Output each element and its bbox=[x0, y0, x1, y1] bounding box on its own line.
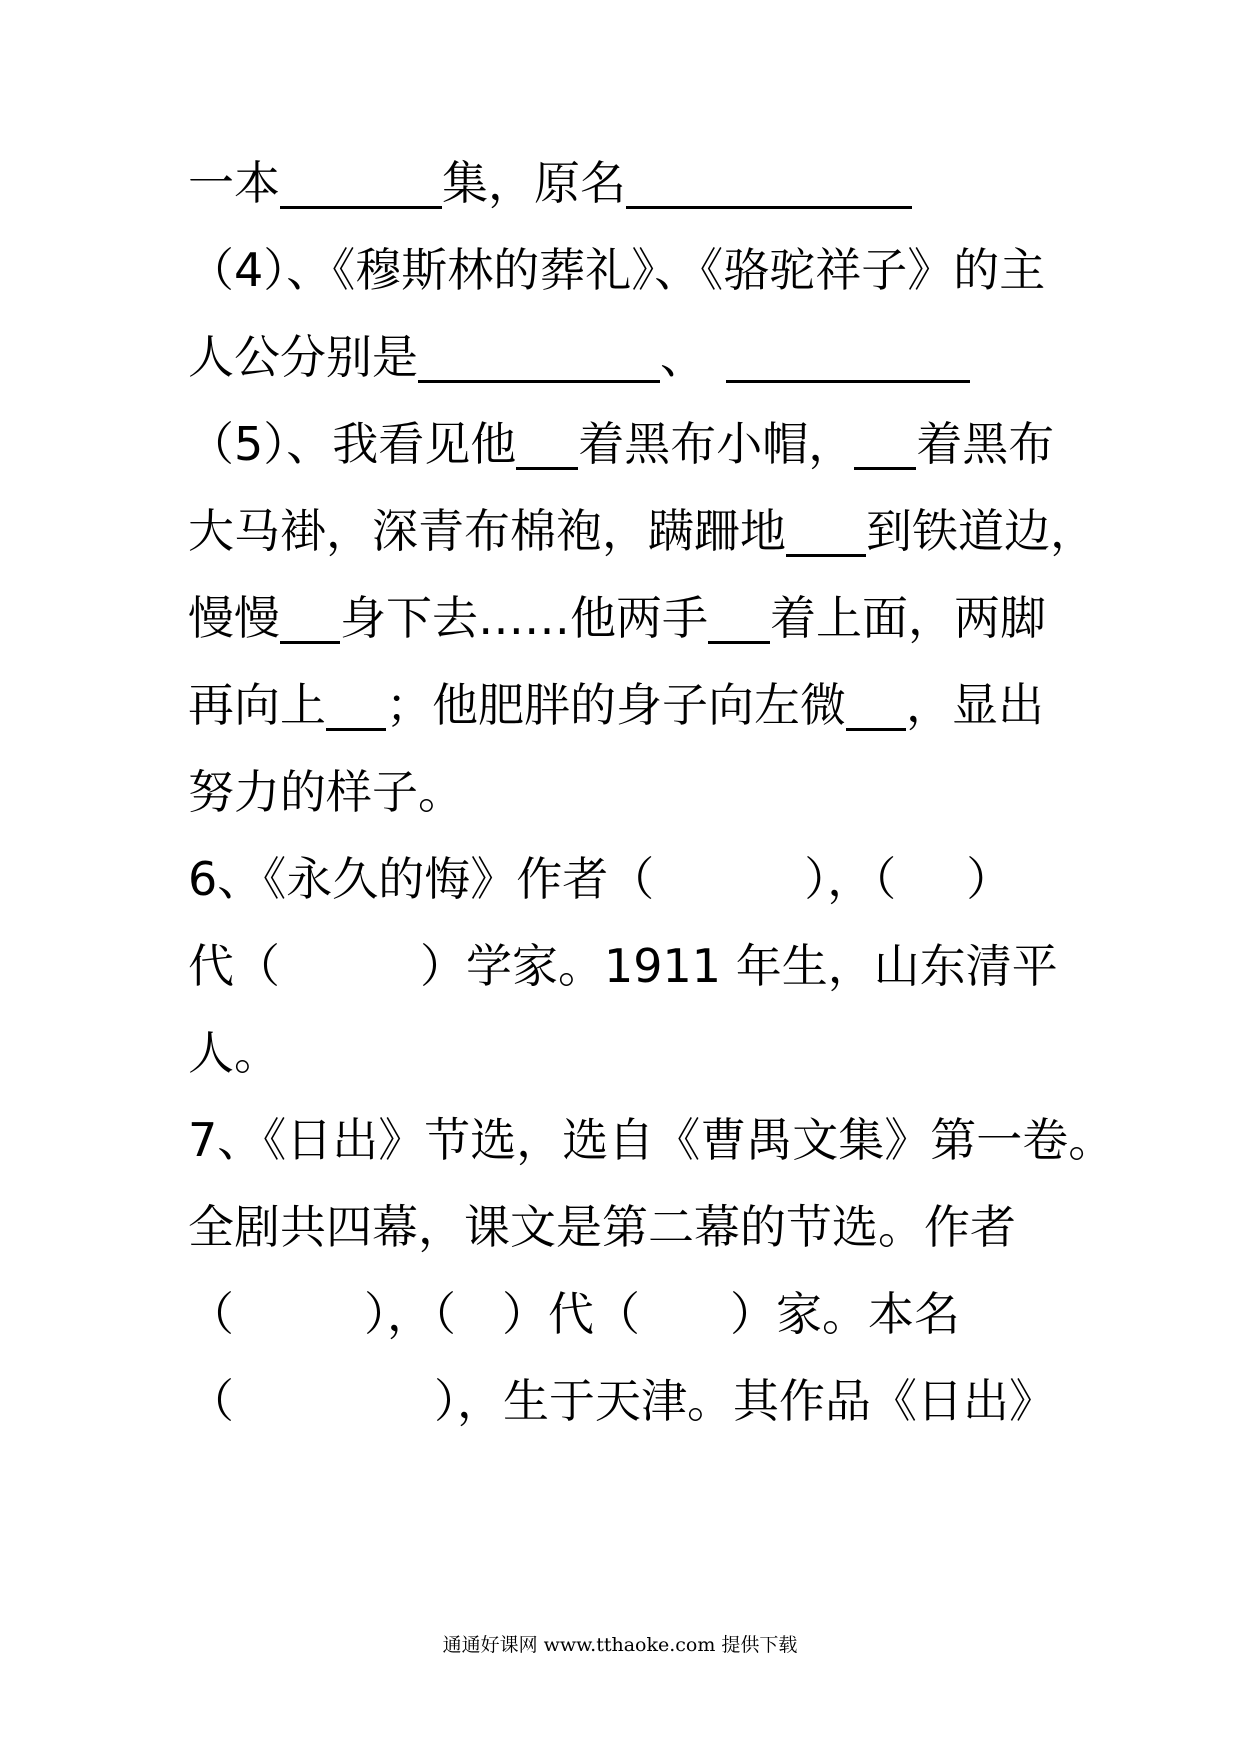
text-line-8 bbox=[188, 757, 1068, 827]
text-line-3 bbox=[188, 322, 1068, 392]
text-segment: ），（ bbox=[804, 852, 897, 906]
text-line-14 bbox=[188, 1279, 1068, 1349]
text-segment: ；他肥胖的身子向左微 bbox=[386, 678, 846, 732]
fill-blank bbox=[280, 595, 340, 644]
page-footer: 通通好课网 www.tthaoke.com 提供下载 bbox=[442, 1634, 798, 1656]
fill-blank bbox=[626, 160, 912, 209]
text-segment: ），（ bbox=[364, 1287, 456, 1341]
fill-blank bbox=[854, 421, 916, 470]
text-line-4 bbox=[188, 409, 1068, 479]
text-segment: 慢慢 bbox=[188, 591, 280, 645]
text-line-13 bbox=[188, 1192, 1068, 1262]
text-segment: ）家。本名 bbox=[730, 1287, 960, 1341]
text-segment: 人公分别是 bbox=[188, 330, 418, 384]
text-line-12 bbox=[188, 1105, 1115, 1175]
fill-blank bbox=[708, 595, 770, 644]
text-segment: 7、《日出》节选，选自《曹禺文集》第一卷。 bbox=[188, 1113, 1115, 1167]
text-line-15 bbox=[188, 1366, 1068, 1436]
text-segment: 、 bbox=[660, 330, 706, 384]
text-line-9 bbox=[188, 844, 1068, 914]
text-segment: 代（ bbox=[188, 939, 280, 993]
text-segment: （5）、我看见他 bbox=[188, 417, 517, 471]
text-segment: 再向上 bbox=[188, 678, 326, 732]
text-segment: （ bbox=[188, 1287, 234, 1341]
text-segment: ，显出 bbox=[906, 678, 1044, 732]
text-line-5 bbox=[188, 496, 1096, 566]
text-segment: 努力的样子。 bbox=[188, 765, 464, 819]
text-segment: 集，原名 bbox=[442, 156, 626, 210]
text-line-6 bbox=[188, 583, 1068, 653]
text-segment: 到铁道边， bbox=[866, 504, 1096, 558]
text-line-10 bbox=[188, 931, 1068, 1001]
text-segment: 着黑布小帽， bbox=[578, 417, 855, 471]
text-line-7 bbox=[188, 670, 1068, 740]
text-line-11 bbox=[188, 1018, 1068, 1088]
text-segment: （ bbox=[188, 1374, 234, 1428]
fill-blank bbox=[418, 334, 660, 383]
text-segment: 着黑布 bbox=[916, 417, 1055, 471]
text-segment: 一本 bbox=[188, 156, 280, 210]
text-line-2 bbox=[188, 235, 1068, 305]
text-segment: 人。 bbox=[188, 1026, 280, 1080]
fill-blank bbox=[726, 334, 970, 383]
text-segment: 身下去……他两手 bbox=[340, 591, 708, 645]
text-segment: ）学家。1911 年生，山东清平 bbox=[420, 939, 1058, 993]
text-segment: ），生于天津。其作品《日出》 bbox=[434, 1374, 1055, 1428]
text-segment: 全剧共四幕，课文是第二幕的节选。作者 bbox=[188, 1200, 1016, 1254]
text-segment: ）代（ bbox=[502, 1287, 640, 1341]
text-segment: ） bbox=[966, 852, 1013, 906]
fill-blank bbox=[786, 508, 866, 557]
text-segment: （4）、《穆斯林的葬礼》、《骆驼祥子》的主 bbox=[188, 243, 1046, 297]
text-line-1 bbox=[188, 148, 1068, 218]
text-segment: 6、《永久的悔》作者（ bbox=[188, 852, 655, 906]
fill-blank bbox=[280, 160, 442, 209]
fill-blank bbox=[326, 682, 386, 731]
fill-blank bbox=[846, 682, 906, 731]
text-segment: 大马褂，深青布棉袍，蹒跚地 bbox=[188, 504, 786, 558]
fill-blank bbox=[516, 421, 578, 470]
text-segment: 着上面，两脚 bbox=[770, 591, 1046, 645]
